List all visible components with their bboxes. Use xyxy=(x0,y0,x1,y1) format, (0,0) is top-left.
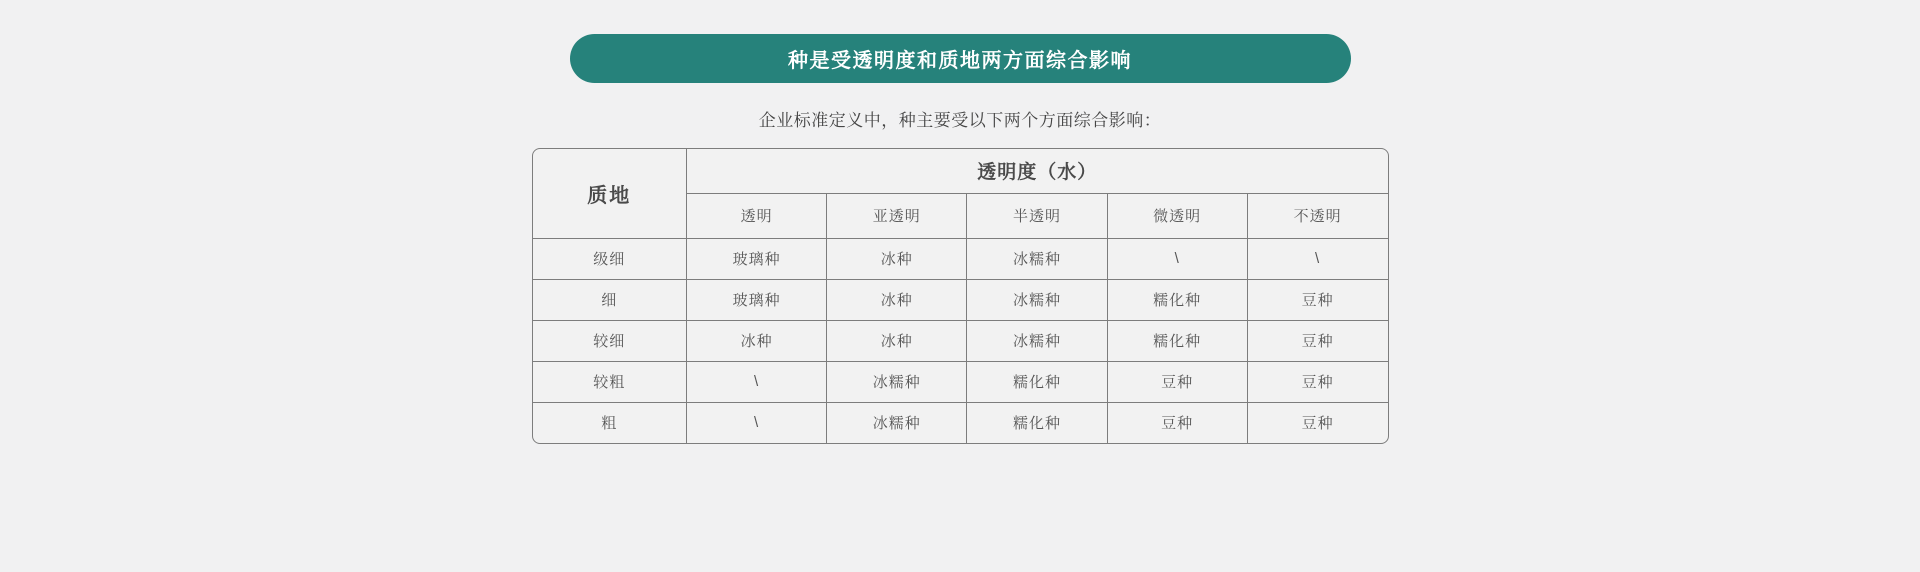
table-cell: 豆种 xyxy=(1107,402,1247,443)
table-cell: 糯化种 xyxy=(967,361,1107,402)
table-cell: \ xyxy=(1107,238,1247,279)
table-cell: 冰种 xyxy=(827,279,967,320)
table-cell: 玻璃种 xyxy=(687,279,827,320)
table-cell: 冰糯种 xyxy=(967,238,1107,279)
table-cell: 玻璃种 xyxy=(687,238,827,279)
corner-header-texture: 质地 xyxy=(533,149,687,238)
col-header-sub-transparent: 亚透明 xyxy=(827,193,967,238)
table-cell: 冰糯种 xyxy=(827,402,967,443)
table-row xyxy=(533,238,1388,279)
table-cell: 豆种 xyxy=(1247,279,1387,320)
col-header-opaque: 不透明 xyxy=(1247,193,1387,238)
table-cell: 冰种 xyxy=(687,320,827,361)
col-header-transparent: 透明 xyxy=(687,193,827,238)
table-cell: 冰糯种 xyxy=(827,361,967,402)
seed-classification-table-wrapper xyxy=(532,148,1389,444)
col-header-slightly-transparent: 微透明 xyxy=(1107,193,1247,238)
table-cell: 豆种 xyxy=(1247,320,1387,361)
page-title: 种是受透明度和质地两方面综合影响 xyxy=(788,50,1132,72)
group-header-transparency: 透明度（水） xyxy=(687,149,1388,193)
table-row xyxy=(533,402,1388,443)
col-header-semi-transparent: 半透明 xyxy=(967,193,1107,238)
table-cell: 冰种 xyxy=(827,238,967,279)
seed-classification-table xyxy=(533,149,1388,443)
table-cell: \ xyxy=(687,361,827,402)
table-cell: 糯化种 xyxy=(1107,320,1247,361)
table-cell: 冰糯种 xyxy=(967,320,1107,361)
table-cell: 糯化种 xyxy=(1107,279,1247,320)
table-cell: \ xyxy=(1247,238,1387,279)
row-label: 较细 xyxy=(533,320,687,361)
group-header-row xyxy=(533,149,1388,193)
table-row xyxy=(533,279,1388,320)
table-cell: \ xyxy=(687,402,827,443)
table-cell: 糯化种 xyxy=(967,402,1107,443)
row-label: 粗 xyxy=(533,402,687,443)
table-cell: 豆种 xyxy=(1247,361,1387,402)
table-cell: 冰种 xyxy=(827,320,967,361)
row-label: 细 xyxy=(533,279,687,320)
row-label: 较粗 xyxy=(533,361,687,402)
table-row xyxy=(533,320,1388,361)
subtitle-text: 企业标准定义中，种主要受以下两个方面综合影响： xyxy=(758,111,1162,130)
title-banner xyxy=(570,34,1351,83)
table-cell: 冰糯种 xyxy=(967,279,1107,320)
table-cell: 豆种 xyxy=(1247,402,1387,443)
row-label: 级细 xyxy=(533,238,687,279)
table-cell: 豆种 xyxy=(1107,361,1247,402)
table-row xyxy=(533,361,1388,402)
